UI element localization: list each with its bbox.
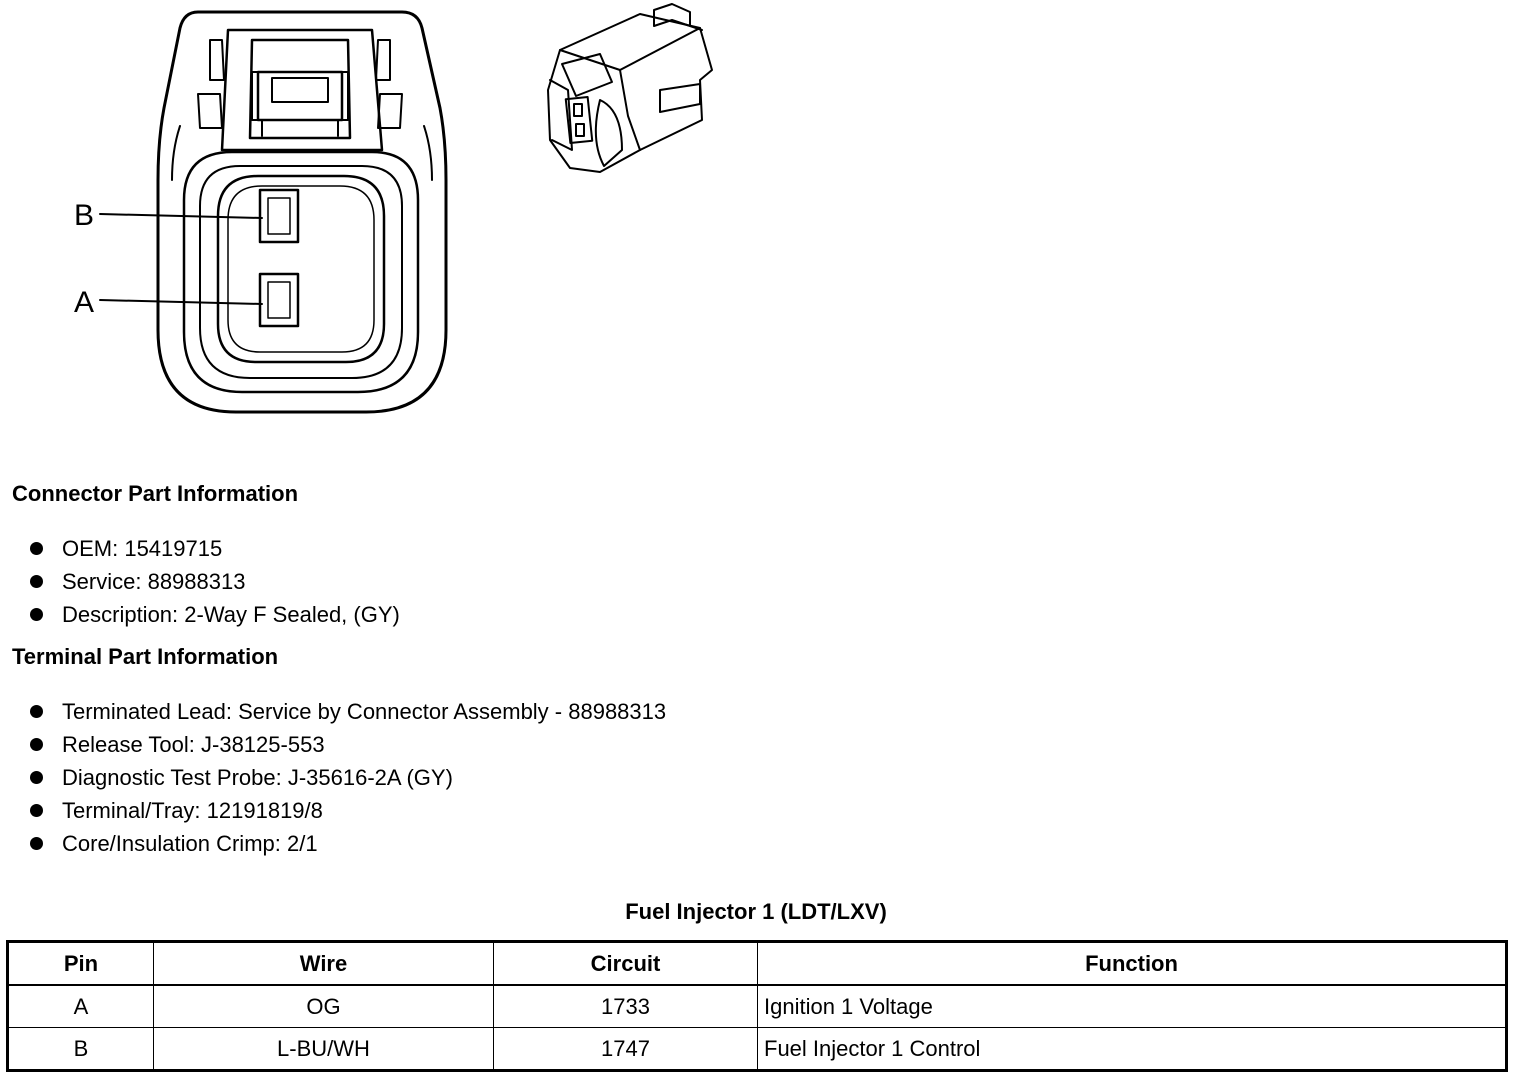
list-item: Release Tool: J-38125-553 xyxy=(0,728,666,761)
table-header-row xyxy=(8,942,1507,986)
cell-pin: A xyxy=(8,985,154,1028)
pin-label-a: A xyxy=(74,286,95,319)
leader-line-a xyxy=(100,300,262,304)
leader-line-b xyxy=(100,214,262,218)
cell-pin: B xyxy=(8,1028,154,1071)
header-circuit: Circuit xyxy=(494,942,758,986)
list-item: Service: 88988313 xyxy=(0,565,400,598)
left-ribs xyxy=(198,40,224,128)
terminal-a-inner xyxy=(268,282,290,318)
bullet-icon xyxy=(30,804,43,817)
terminal-b-inner xyxy=(268,198,290,234)
bullet-icon xyxy=(30,575,43,588)
locking-tab-latch xyxy=(258,72,342,120)
bullet-icon xyxy=(30,738,43,751)
list-item: Description: 2-Way F Sealed, (GY) xyxy=(0,598,400,631)
bullet-icon xyxy=(30,542,43,555)
pin-table-title: Fuel Injector 1 (LDT/LXV) xyxy=(625,899,887,924)
list-item: OEM: 15419715 xyxy=(0,532,400,565)
terminal-cavity xyxy=(218,176,384,362)
table-row xyxy=(8,1028,1507,1071)
locking-tab-body xyxy=(250,40,350,138)
connector-diagram xyxy=(0,0,760,430)
table-row xyxy=(8,985,1507,1028)
pin-table xyxy=(6,940,1508,1072)
bullet-icon xyxy=(30,608,43,621)
pin-label-b: B xyxy=(74,199,95,232)
cell-circuit: 1733 xyxy=(494,985,758,1028)
locking-tab-latch-inner xyxy=(272,78,328,102)
connector-part-info-list xyxy=(0,532,400,631)
list-item: Terminated Lead: Service by Connector Assembly - 88988313 xyxy=(0,695,666,728)
cell-wire: OG xyxy=(154,985,494,1028)
cell-function: Fuel Injector 1 Control xyxy=(758,1028,1507,1071)
terminal-cavity-inner xyxy=(228,186,374,352)
list-item: Terminal/Tray: 12191819/8 xyxy=(0,794,666,827)
list-item: Core/Insulation Crimp: 2/1 xyxy=(0,827,666,860)
terminal-part-info-heading: Terminal Part Information xyxy=(12,644,279,669)
connector-part-info-heading: Connector Part Information xyxy=(12,481,299,506)
cell-circuit: 1747 xyxy=(494,1028,758,1071)
bullet-icon xyxy=(30,837,43,850)
latch-arms xyxy=(252,72,348,136)
header-pin: Pin xyxy=(8,942,154,986)
terminal-part-info-list xyxy=(0,695,666,860)
header-function: Function xyxy=(758,942,1507,986)
connector-isometric-view xyxy=(548,4,712,172)
cell-function: Ignition 1 Voltage xyxy=(758,985,1507,1028)
list-item: Diagnostic Test Probe: J-35616-2A (GY) xyxy=(0,761,666,794)
locking-tab xyxy=(222,30,382,150)
bullet-icon xyxy=(30,705,43,718)
bullet-icon xyxy=(30,771,43,784)
cell-wire: L-BU/WH xyxy=(154,1028,494,1071)
header-wire: Wire xyxy=(154,942,494,986)
seal-ring-middle xyxy=(200,166,402,378)
